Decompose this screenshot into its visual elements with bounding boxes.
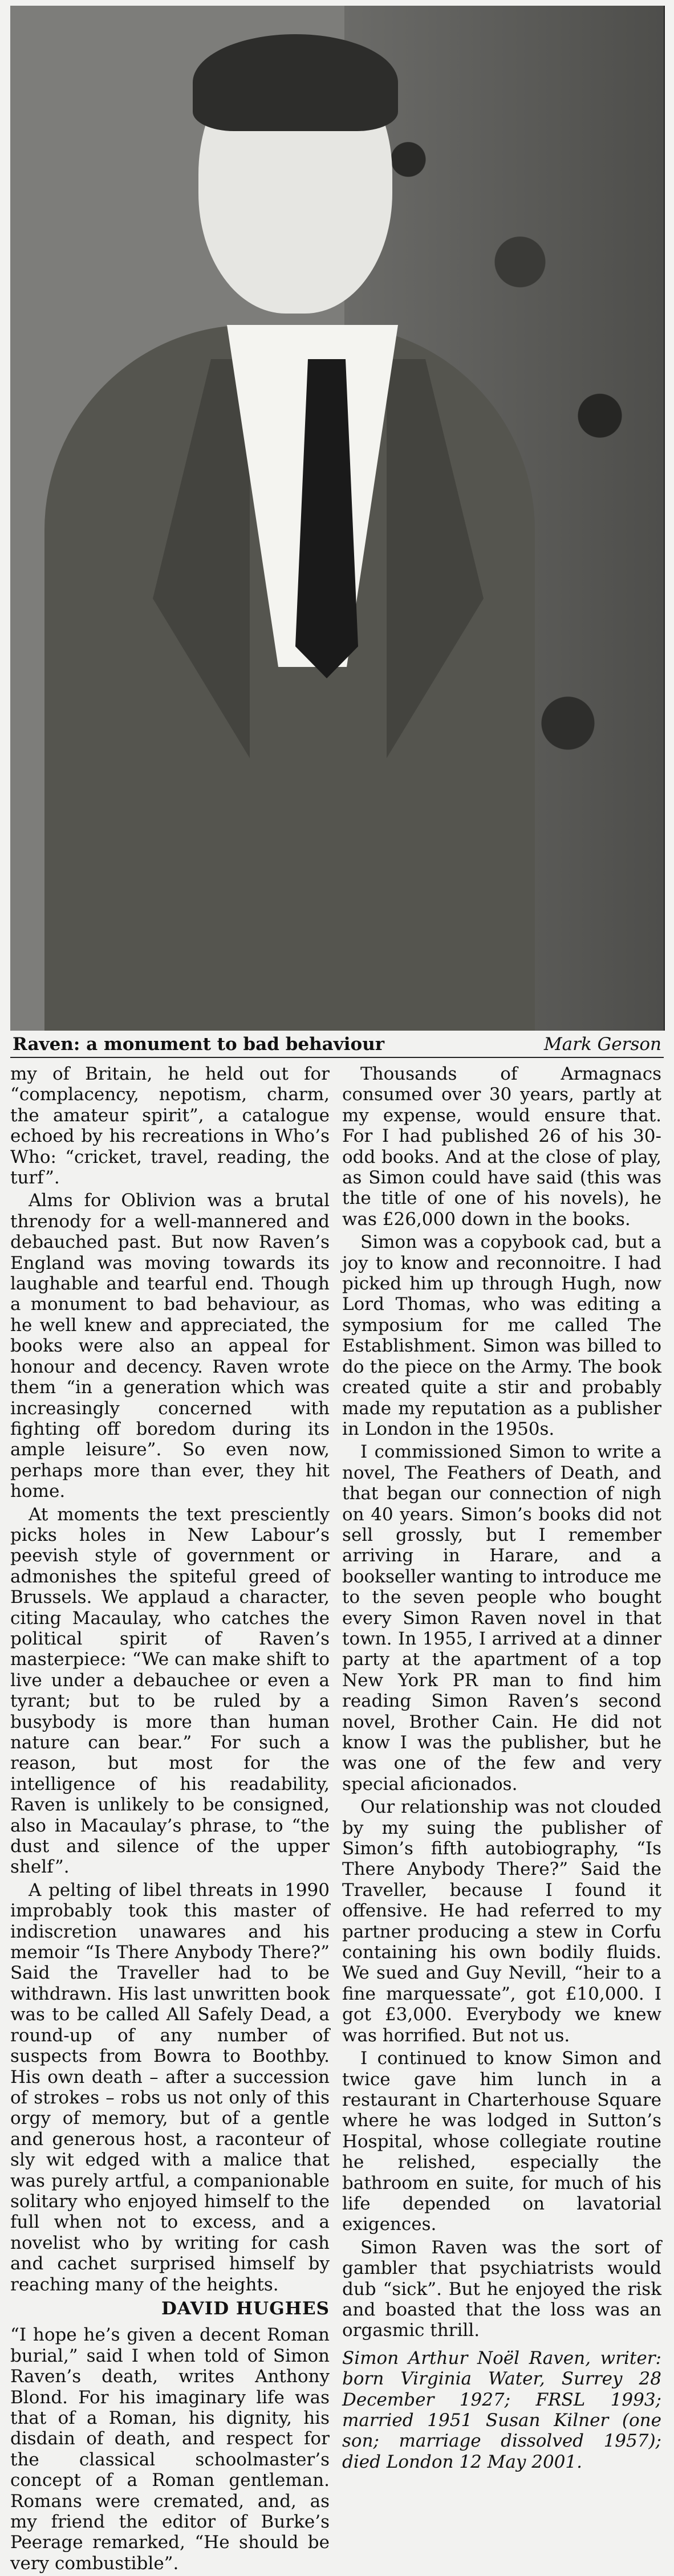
paragraph: A pelting of libel threats in 1990 improbably took this master of indiscretion unawares and his memoir “Is There Anybody There?” Said the Traveller had to be withdrawn. His last unwritten book was to be called All Safely Dead, a round-up of any number of suspects from Bowra to Boothby. His own death – after a succession of strokes – robs us not only of this orgy of memory, but of a gentle and generous host, a raconteur of sly wit edged with a malice that was purely artful, a companionable solitary who enjoyed himself to the full when not to excess, and a novelist who by writing for cash and cachet surprised himself by reaching many of the heights. [10, 1879, 330, 2295]
paragraph: Thousands of Armagnacs consumed over 30 years, partly at my expense, would ensure that. For I had published 26 of his 30-odd books. And at the close of play, as Simon could have said (this was the title of one of his novels), he was £26,000 down in the books. [342, 1064, 661, 1230]
paragraph: Simon Raven was the sort of gambler that psychiatrists would dub “sick”. But he enjoyed the risk and boasted that the loss was an orgasmic thrill. [342, 2237, 661, 2341]
paragraph: I commissioned Simon to write a novel, The Feathers of Death, and that began our connection of nigh on 40 years. Simon’s books did not sell grossly, but I remember arriving in Harare, and a bookseller wanting to introduce me to the seven people who bought every Simon Raven novel in that town. In 1955, I arrived at a dinner party at the apartment of a top New York PR man to find him reading Simon Raven’s second novel, Brother Cain. He did not know I was the publisher, but he was one of the few and very special aficionados. [342, 1442, 661, 1794]
paragraph: At moments the text presciently picks holes in New Labour’s peevish style of government or admonishes the spiteful greed of Brussels. We applaud a character, citing Macaulay, who catches the political spirit of Raven’s masterpiece: “We can make shift to live under a debauchee or even a tyrant; but to be ruled by a busybody is more than human nature can bear.” For such a reason, but most for the intelligence of his readability, Raven is unlikely to be consigned, also in Macaulay’s phrase, to “the dust and silence of the upper shelf”. [10, 1504, 330, 1878]
byline: DAVID HUGHES [161, 2298, 330, 2319]
right-column [342, 1064, 661, 2475]
paragraph: “I hope he’s given a decent Roman burial,” said I when told of Simon Raven’s death, writes Anthony Blond. For his imaginary life was that of a Roman, his dignity, his disdain of death, and respect for the classical schoolmaster’s concept of a Roman gentleman. Romans were cremated, and, as my friend the editor of Burke’s Peerage remarked, “He should be very combustible”. [10, 2325, 330, 2574]
hair [193, 34, 398, 131]
paragraph: Our relationship was not clouded by my suing the publisher of Simon’s fifth autobiography, “Is There Anybody There?” Said the Traveller, because I found it offensive. He had referred to my partner producing a stew in Corfu containing his own bodily fluids. We sued and Guy Nevill, “heir to a fine marquessate”, got £10,000. I got £3,000. Everybody we knew was horrified. But not us. [342, 1797, 661, 2046]
photo-credit: Mark Gerson [543, 1034, 661, 1055]
caption-rule [10, 1057, 664, 1058]
portrait-photo [10, 6, 665, 1031]
paragraph: I continued to know Simon and twice gave him lunch in a restaurant in Charterhouse Square where he was lodged in Sutton’s Hospital, whose collegiate routine he relished, especially the bathroom en suite, for much of his life depended on lavatorial exigences. [342, 2048, 661, 2235]
photo-caption: Raven: a monument to bad behaviour [13, 1034, 385, 1055]
paragraph: Alms for Oblivion was a brutal threnody for a well-mannered and debauched past. But now Raven’s England was moving towards its laughable and tearful end. Though a monument to bad behaviour, as he well knew and appreciated, the books were also an appeal for honour and decency. Raven wrote them “in a generation which was increasingly concerned with fighting off boredom during its ample leisure”. So even now, perhaps more than ever, they hit home. [10, 1190, 330, 1502]
left-column [10, 1064, 330, 2576]
paragraph: Simon was a copybook cad, but a joy to know and reconnoitre. I had picked him up through Hugh, now Lord Thomas, who was editing a symposium for me called The Establishment. Simon was billed to do the piece on the Army. The book created quite a stir and probably made my reputation as a publisher in London in the 1950s. [342, 1232, 661, 1439]
obituary-details: Simon Arthur Noël Raven, writer: born Virginia Water, Surrey 28 December 1927; FRSL 1993; married 1951 Susan Kilner (one son; marriage dissolved 1957); died London 12 May 2001. [342, 2347, 661, 2472]
paragraph: my of Britain, he held out for “complacency, nepotism, charm, the amateur spirit”, a catalogue echoed by his recreations in Who’s Who: “cricket, travel, reading, the turf”. [10, 1064, 330, 1189]
